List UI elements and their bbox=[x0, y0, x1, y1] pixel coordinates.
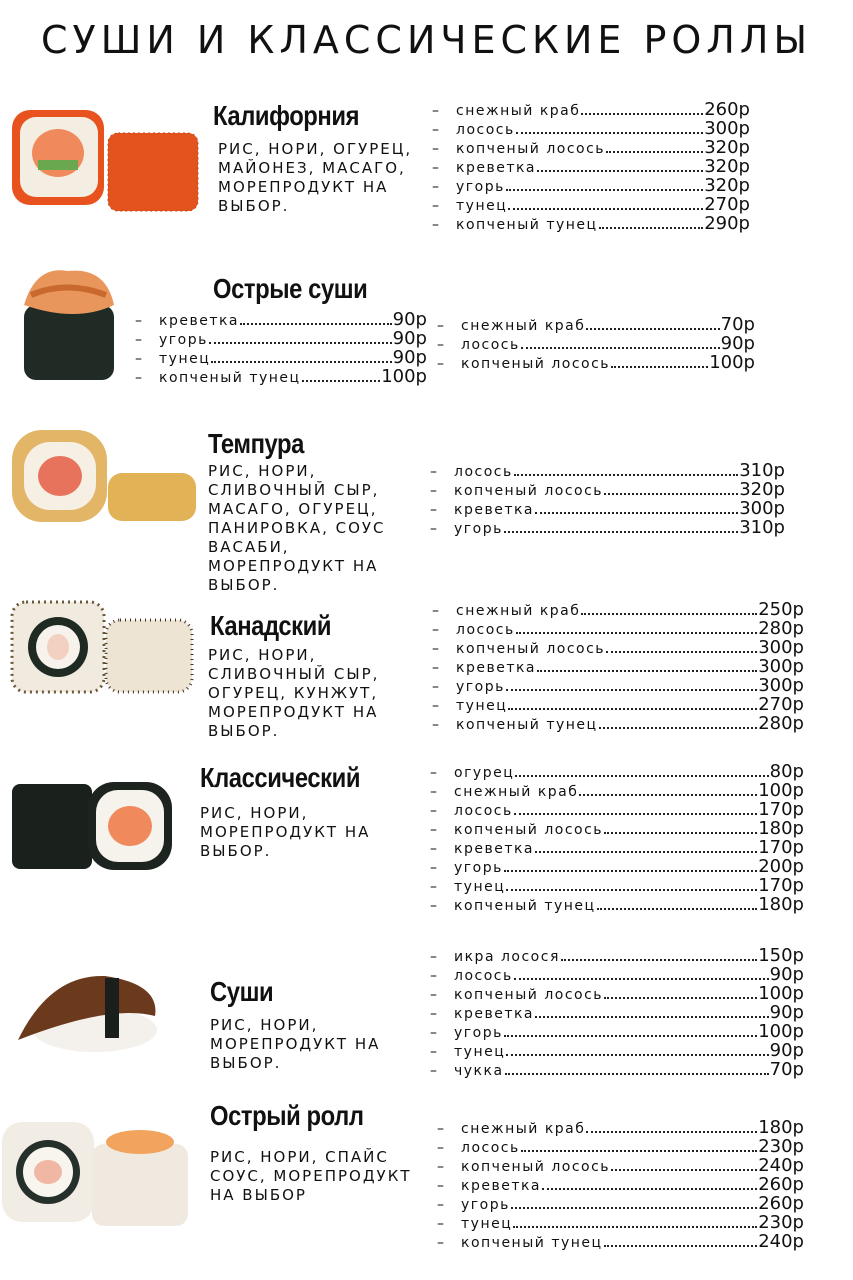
dash-marker: – bbox=[432, 698, 441, 714]
item-label: лосось bbox=[461, 337, 520, 353]
price-item bbox=[430, 518, 785, 537]
item-label: лосось bbox=[456, 122, 515, 138]
section-name: Суши bbox=[210, 976, 274, 1007]
item-price: 90р bbox=[392, 309, 427, 330]
dash-marker: – bbox=[432, 679, 441, 695]
item-label: копченый тунец bbox=[454, 898, 596, 914]
dot-leader bbox=[604, 1245, 758, 1247]
price-item bbox=[432, 138, 750, 157]
item-label: креветка bbox=[461, 1178, 542, 1194]
section-description: РИС, НОРИ, СЛИВОЧНЫЙ СЫР, МАСАГО, ОГУРЕЦ, ПАНИРОВКА, СОУС ВАСАБИ, МОРЕПРОДУКТ НА ВЫБОР. bbox=[208, 462, 386, 594]
dot-leader bbox=[505, 1073, 769, 1075]
dot-leader bbox=[535, 1016, 769, 1018]
dot-leader bbox=[586, 328, 719, 330]
price-item bbox=[437, 1156, 804, 1175]
price-item bbox=[135, 329, 427, 348]
price-item bbox=[135, 348, 427, 367]
dash-marker: – bbox=[430, 483, 439, 499]
price-item bbox=[430, 946, 804, 965]
item-label: угорь bbox=[454, 1025, 503, 1041]
section-description: РИС, НОРИ, МОРЕПРОДУКТ НА ВЫБОР. bbox=[200, 804, 371, 860]
item-label: копченый лосось bbox=[456, 141, 606, 157]
dot-leader bbox=[240, 323, 392, 325]
dot-leader bbox=[521, 1150, 757, 1152]
dash-marker: – bbox=[430, 841, 439, 857]
dash-marker: – bbox=[437, 1121, 446, 1137]
item-label: угорь bbox=[159, 332, 208, 348]
item-price: 150р bbox=[758, 945, 804, 966]
dot-leader bbox=[599, 727, 758, 729]
dot-leader bbox=[211, 361, 391, 363]
dash-marker: – bbox=[135, 332, 144, 348]
item-label: лосось bbox=[456, 622, 515, 638]
dot-leader bbox=[581, 113, 703, 115]
price-item bbox=[432, 619, 804, 638]
item-price: 260р bbox=[758, 1193, 804, 1214]
price-item bbox=[430, 857, 804, 876]
dash-marker: – bbox=[430, 1025, 439, 1041]
spicy-sushi-image bbox=[16, 265, 121, 385]
item-label: лосось bbox=[461, 1140, 520, 1156]
tempura-roll-image bbox=[10, 428, 200, 528]
item-price: 320р bbox=[704, 156, 750, 177]
dash-marker: – bbox=[432, 217, 441, 233]
price-item bbox=[437, 1175, 804, 1194]
dot-leader bbox=[611, 366, 708, 368]
dash-marker: – bbox=[437, 1235, 446, 1251]
dash-marker: – bbox=[432, 641, 441, 657]
price-item bbox=[430, 876, 804, 895]
dot-leader bbox=[611, 1169, 757, 1171]
item-label: икра лосося bbox=[454, 949, 560, 965]
dash-marker: – bbox=[430, 949, 439, 965]
item-price: 320р bbox=[704, 175, 750, 196]
price-item bbox=[430, 819, 804, 838]
section-description: РИС, НОРИ, МОРЕПРОДУКТ НА ВЫБОР. bbox=[210, 1016, 381, 1072]
dash-marker: – bbox=[430, 1006, 439, 1022]
item-price: 200р bbox=[758, 856, 804, 877]
item-label: снежный краб bbox=[454, 784, 579, 800]
item-price: 270р bbox=[758, 694, 804, 715]
dot-leader bbox=[514, 474, 738, 476]
item-label: угорь bbox=[456, 179, 505, 195]
price-item bbox=[430, 1003, 804, 1022]
item-price: 100р bbox=[381, 366, 427, 387]
item-label: снежный краб bbox=[461, 318, 586, 334]
price-item bbox=[432, 714, 804, 733]
item-label: копченый тунец bbox=[461, 1235, 603, 1251]
item-label: копченый лосось bbox=[461, 356, 611, 372]
price-item bbox=[437, 1137, 804, 1156]
item-label: снежный краб bbox=[456, 103, 581, 119]
dot-leader bbox=[604, 493, 738, 495]
dash-marker: – bbox=[430, 968, 439, 984]
item-label: креветка bbox=[454, 841, 535, 857]
dash-marker: – bbox=[437, 1140, 446, 1156]
dot-leader bbox=[508, 708, 757, 710]
item-price: 180р bbox=[758, 894, 804, 915]
item-price: 90р bbox=[720, 333, 755, 354]
dot-leader bbox=[535, 851, 757, 853]
spicy-roll-image bbox=[0, 1114, 190, 1229]
price-item bbox=[432, 657, 804, 676]
canadian-roll-image bbox=[10, 600, 195, 695]
item-price: 90р bbox=[769, 964, 804, 985]
dash-marker: – bbox=[430, 1063, 439, 1079]
price-item bbox=[437, 315, 755, 334]
item-price: 180р bbox=[758, 1117, 804, 1138]
dot-leader bbox=[597, 908, 758, 910]
price-item bbox=[432, 676, 804, 695]
item-label: копченый тунец bbox=[456, 717, 598, 733]
dot-leader bbox=[508, 208, 703, 210]
item-price: 240р bbox=[758, 1155, 804, 1176]
dash-marker: – bbox=[437, 1197, 446, 1213]
dash-marker: – bbox=[432, 660, 441, 676]
item-label: тунец bbox=[456, 198, 508, 214]
price-item bbox=[430, 965, 804, 984]
item-price: 230р bbox=[758, 1136, 804, 1157]
dash-marker: – bbox=[430, 987, 439, 1003]
price-item bbox=[437, 334, 755, 353]
item-price: 320р bbox=[704, 137, 750, 158]
dot-leader bbox=[579, 794, 757, 796]
price-item bbox=[437, 1213, 804, 1232]
item-price: 250р bbox=[758, 599, 804, 620]
price-item bbox=[432, 695, 804, 714]
item-label: огурец bbox=[454, 765, 515, 781]
dot-leader bbox=[504, 1035, 757, 1037]
dash-marker: – bbox=[432, 717, 441, 733]
item-price: 230р bbox=[758, 1212, 804, 1233]
dot-leader bbox=[537, 670, 757, 672]
item-price: 70р bbox=[720, 314, 755, 335]
dot-leader bbox=[506, 689, 757, 691]
dash-marker: – bbox=[437, 337, 446, 353]
price-item bbox=[432, 176, 750, 195]
dot-leader bbox=[514, 813, 757, 815]
price-item bbox=[432, 157, 750, 176]
item-label: копченый лосось bbox=[454, 822, 604, 838]
dash-marker: – bbox=[432, 122, 441, 138]
item-price: 100р bbox=[758, 983, 804, 1004]
dash-marker: – bbox=[437, 1159, 446, 1175]
price-list bbox=[430, 461, 785, 537]
item-label: угорь bbox=[456, 679, 505, 695]
price-item bbox=[430, 895, 804, 914]
dot-leader bbox=[506, 1054, 768, 1056]
price-item bbox=[432, 119, 750, 138]
dot-leader bbox=[506, 189, 703, 191]
price-item bbox=[432, 638, 804, 657]
dash-marker: – bbox=[430, 860, 439, 876]
dot-leader bbox=[581, 613, 757, 615]
dot-leader bbox=[606, 151, 703, 153]
item-price: 240р bbox=[758, 1231, 804, 1252]
dot-leader bbox=[511, 1207, 757, 1209]
item-label: снежный краб bbox=[456, 603, 581, 619]
item-label: копченый лосось bbox=[454, 483, 604, 499]
dot-leader bbox=[504, 531, 738, 533]
item-price: 90р bbox=[769, 1040, 804, 1061]
dot-leader bbox=[535, 512, 738, 514]
dash-marker: – bbox=[437, 356, 446, 372]
item-label: угорь bbox=[454, 521, 503, 537]
item-label: снежный краб bbox=[461, 1121, 586, 1137]
dot-leader bbox=[586, 1131, 757, 1133]
dot-leader bbox=[537, 170, 703, 172]
dash-marker: – bbox=[430, 521, 439, 537]
item-label: тунец bbox=[454, 1044, 506, 1060]
classic-roll-image bbox=[10, 774, 175, 874]
item-price: 310р bbox=[739, 460, 785, 481]
price-item bbox=[430, 984, 804, 1003]
dash-marker: – bbox=[430, 822, 439, 838]
price-list bbox=[430, 946, 804, 1079]
dash-marker: – bbox=[430, 898, 439, 914]
section-description: РИС, НОРИ, ОГУРЕЦ, МАЙОНЕЗ, МАСАГО, МОРЕПРОДУКТ НА ВЫБОР. bbox=[218, 140, 413, 215]
price-item bbox=[430, 499, 785, 518]
price-item bbox=[135, 310, 427, 329]
page-title: СУШИ И КЛАССИЧЕСКИЕ РОЛЛЫ bbox=[41, 18, 812, 62]
price-list bbox=[430, 762, 804, 914]
dot-leader bbox=[514, 978, 769, 980]
dash-marker: – bbox=[432, 179, 441, 195]
item-price: 300р bbox=[758, 656, 804, 677]
item-label: креветка bbox=[454, 1006, 535, 1022]
price-item bbox=[430, 838, 804, 857]
item-label: креветка bbox=[454, 502, 535, 518]
dash-marker: – bbox=[432, 160, 441, 176]
dash-marker: – bbox=[135, 370, 144, 386]
price-item bbox=[432, 195, 750, 214]
dot-leader bbox=[561, 959, 757, 961]
price-item bbox=[430, 781, 804, 800]
dash-marker: – bbox=[432, 622, 441, 638]
dot-leader bbox=[599, 227, 704, 229]
dot-leader bbox=[606, 651, 757, 653]
dash-marker: – bbox=[437, 318, 446, 334]
section-description: РИС, НОРИ, СПАЙС СОУС, МОРЕПРОДУКТ НА ВЫБОР bbox=[210, 1148, 412, 1204]
price-item bbox=[430, 1022, 804, 1041]
section-name: Классический bbox=[200, 762, 361, 793]
item-label: чукка bbox=[454, 1063, 504, 1079]
dash-marker: – bbox=[430, 784, 439, 800]
item-price: 260р bbox=[758, 1174, 804, 1195]
item-price: 100р bbox=[709, 352, 755, 373]
item-price: 300р bbox=[758, 675, 804, 696]
dot-leader bbox=[604, 832, 757, 834]
dash-marker: – bbox=[432, 603, 441, 619]
item-label: угорь bbox=[461, 1197, 510, 1213]
dot-leader bbox=[515, 775, 768, 777]
price-item bbox=[430, 762, 804, 781]
item-label: тунец bbox=[456, 698, 508, 714]
price-item bbox=[437, 1194, 804, 1213]
section-name: Калифорния bbox=[213, 100, 360, 131]
item-price: 270р bbox=[704, 194, 750, 215]
dash-marker: – bbox=[430, 879, 439, 895]
dot-leader bbox=[209, 342, 392, 344]
section-name: Острые суши bbox=[213, 273, 368, 304]
dash-marker: – bbox=[430, 502, 439, 518]
item-label: копченый тунец bbox=[456, 217, 598, 233]
price-item bbox=[432, 214, 750, 233]
item-price: 170р bbox=[758, 799, 804, 820]
item-price: 90р bbox=[769, 1002, 804, 1023]
price-item bbox=[437, 353, 755, 372]
price-list bbox=[432, 100, 750, 233]
item-price: 180р bbox=[758, 818, 804, 839]
item-label: креветка bbox=[456, 660, 537, 676]
item-price: 170р bbox=[758, 875, 804, 896]
price-item bbox=[437, 1232, 804, 1251]
dash-marker: – bbox=[432, 103, 441, 119]
dot-leader bbox=[513, 1226, 757, 1228]
item-price: 100р bbox=[758, 780, 804, 801]
dot-leader bbox=[521, 347, 720, 349]
price-item bbox=[432, 100, 750, 119]
item-price: 280р bbox=[758, 618, 804, 639]
dash-marker: – bbox=[432, 198, 441, 214]
item-label: тунец bbox=[454, 879, 506, 895]
item-price: 300р bbox=[704, 118, 750, 139]
item-price: 320р bbox=[739, 479, 785, 500]
price-list bbox=[437, 1118, 804, 1251]
price-item bbox=[430, 1060, 804, 1079]
item-price: 290р bbox=[704, 213, 750, 234]
dash-marker: – bbox=[430, 803, 439, 819]
dash-marker: – bbox=[430, 464, 439, 480]
dot-leader bbox=[506, 889, 757, 891]
nigiri-sushi-image bbox=[10, 964, 165, 1059]
section-name: Канадский bbox=[210, 610, 332, 641]
item-label: тунец bbox=[461, 1216, 513, 1232]
dash-marker: – bbox=[437, 1178, 446, 1194]
california-roll-image bbox=[10, 105, 205, 215]
item-price: 280р bbox=[758, 713, 804, 734]
item-label: лосось bbox=[454, 968, 513, 984]
dot-leader bbox=[604, 997, 757, 999]
item-label: копченый лосось bbox=[461, 1159, 611, 1175]
item-label: лосось bbox=[454, 464, 513, 480]
item-price: 90р bbox=[392, 328, 427, 349]
dot-leader bbox=[516, 132, 703, 134]
dash-marker: – bbox=[432, 141, 441, 157]
price-item bbox=[135, 367, 427, 386]
item-label: копченый тунец bbox=[159, 370, 301, 386]
item-price: 310р bbox=[739, 517, 785, 538]
item-price: 90р bbox=[392, 347, 427, 368]
price-list-right bbox=[437, 315, 755, 372]
dot-leader bbox=[504, 870, 757, 872]
item-price: 100р bbox=[758, 1021, 804, 1042]
price-item bbox=[430, 480, 785, 499]
item-price: 260р bbox=[704, 99, 750, 120]
item-label: угорь bbox=[454, 860, 503, 876]
section-name: Острый ролл bbox=[210, 1100, 364, 1131]
price-item bbox=[430, 461, 785, 480]
dash-marker: – bbox=[437, 1216, 446, 1232]
dot-leader bbox=[542, 1188, 757, 1190]
item-label: тунец bbox=[159, 351, 211, 367]
dash-marker: – bbox=[430, 765, 439, 781]
price-list bbox=[432, 600, 804, 733]
price-item bbox=[430, 800, 804, 819]
dash-marker: – bbox=[135, 351, 144, 367]
item-label: креветка bbox=[456, 160, 537, 176]
section-name: Темпура bbox=[208, 428, 304, 459]
item-label: копченый лосось bbox=[454, 987, 604, 1003]
item-label: копченый лосось bbox=[456, 641, 606, 657]
price-list-left bbox=[135, 310, 427, 386]
price-item bbox=[430, 1041, 804, 1060]
item-label: лосось bbox=[454, 803, 513, 819]
price-item bbox=[437, 1118, 804, 1137]
dot-leader bbox=[516, 632, 757, 634]
item-price: 70р bbox=[769, 1059, 804, 1080]
item-price: 300р bbox=[758, 637, 804, 658]
dot-leader bbox=[302, 380, 381, 382]
section-description: РИС, НОРИ, СЛИВОЧНЫЙ СЫР, ОГУРЕЦ, КУНЖУТ, МОРЕПРОДУКТ НА ВЫБОР. bbox=[208, 646, 380, 740]
dash-marker: – bbox=[430, 1044, 439, 1060]
item-price: 170р bbox=[758, 837, 804, 858]
price-item bbox=[432, 600, 804, 619]
item-price: 300р bbox=[739, 498, 785, 519]
item-label: креветка bbox=[159, 313, 240, 329]
dash-marker: – bbox=[135, 313, 144, 329]
item-price: 80р bbox=[769, 761, 804, 782]
